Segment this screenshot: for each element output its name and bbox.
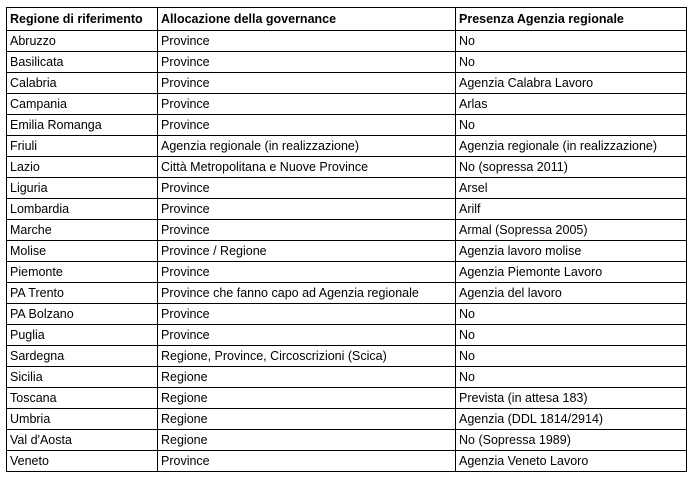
table-row [7,178,687,199]
cell-regional-agency: Arlas [456,94,687,115]
cell-governance: Province [158,31,456,52]
cell-region: Marche [7,220,158,241]
cell-governance: Province [158,304,456,325]
cell-governance: Province [158,262,456,283]
table-row [7,199,687,220]
regions-governance-table [6,7,687,472]
header-governance: Allocazione della governance [158,8,456,31]
cell-regional-agency: Arsel [456,178,687,199]
table-row [7,94,687,115]
cell-governance: Regione [158,430,456,451]
table-row [7,304,687,325]
cell-region: Toscana [7,388,158,409]
table-row [7,430,687,451]
cell-region: Molise [7,241,158,262]
cell-region: Calabria [7,73,158,94]
cell-governance: Province che fanno capo ad Agenzia regionale [158,283,456,304]
table-body [7,31,687,472]
cell-regional-agency: No (Sopressa 1989) [456,430,687,451]
cell-regional-agency: Arilf [456,199,687,220]
cell-regional-agency: Prevista (in attesa 183) [456,388,687,409]
cell-regional-agency: No [456,31,687,52]
table-row [7,409,687,430]
cell-governance: Province [158,94,456,115]
cell-regional-agency: No (sopressa 2011) [456,157,687,178]
cell-governance: Province [158,325,456,346]
cell-regional-agency: No [456,325,687,346]
cell-governance: Province / Regione [158,241,456,262]
table-row [7,346,687,367]
cell-regional-agency: Agenzia Piemonte Lavoro [456,262,687,283]
cell-region: Campania [7,94,158,115]
cell-regional-agency: No [456,52,687,73]
cell-governance: Province [158,115,456,136]
cell-governance: Regione, Province, Circoscrizioni (Scica) [158,346,456,367]
table-row [7,52,687,73]
table-row [7,115,687,136]
cell-region: Lazio [7,157,158,178]
cell-region: Lombardia [7,199,158,220]
cell-governance: Province [158,199,456,220]
cell-regional-agency: No [456,304,687,325]
cell-regional-agency: No [456,115,687,136]
cell-region: Piemonte [7,262,158,283]
cell-region: PA Bolzano [7,304,158,325]
table-row [7,451,687,472]
cell-governance: Agenzia regionale (in realizzazione) [158,136,456,157]
cell-region: Sicilia [7,367,158,388]
table-row [7,367,687,388]
cell-regional-agency: Agenzia regionale (in realizzazione) [456,136,687,157]
table-row [7,325,687,346]
table-row [7,283,687,304]
header-region: Regione di riferimento [7,8,158,31]
cell-governance: Regione [158,367,456,388]
cell-region: Liguria [7,178,158,199]
table-row [7,136,687,157]
cell-region: Abruzzo [7,31,158,52]
cell-region: Basilicata [7,52,158,73]
table-row [7,157,687,178]
cell-region: Emilia Romanga [7,115,158,136]
cell-governance: Province [158,52,456,73]
cell-governance: Regione [158,388,456,409]
table-row [7,73,687,94]
table-row [7,262,687,283]
header-regional-agency: Presenza Agenzia regionale [456,8,687,31]
cell-region: Veneto [7,451,158,472]
cell-regional-agency: No [456,367,687,388]
cell-region: Sardegna [7,346,158,367]
table-row [7,388,687,409]
table-row [7,31,687,52]
table-row [7,220,687,241]
cell-regional-agency: Armal (Sopressa 2005) [456,220,687,241]
cell-regional-agency: Agenzia del lavoro [456,283,687,304]
header-row [7,8,687,31]
cell-regional-agency: Agenzia Veneto Lavoro [456,451,687,472]
table-header [7,8,687,31]
cell-region: PA Trento [7,283,158,304]
cell-governance: Città Metropolitana e Nuove Province [158,157,456,178]
cell-region: Puglia [7,325,158,346]
cell-governance: Province [158,220,456,241]
cell-governance: Province [158,178,456,199]
cell-governance: Province [158,73,456,94]
cell-regional-agency: Agenzia lavoro molise [456,241,687,262]
cell-region: Friuli [7,136,158,157]
cell-regional-agency: No [456,346,687,367]
cell-region: Val d'Aosta [7,430,158,451]
cell-region: Umbria [7,409,158,430]
cell-governance: Province [158,451,456,472]
table-row [7,241,687,262]
cell-regional-agency: Agenzia Calabra Lavoro [456,73,687,94]
cell-governance: Regione [158,409,456,430]
cell-regional-agency: Agenzia (DDL 1814/2914) [456,409,687,430]
